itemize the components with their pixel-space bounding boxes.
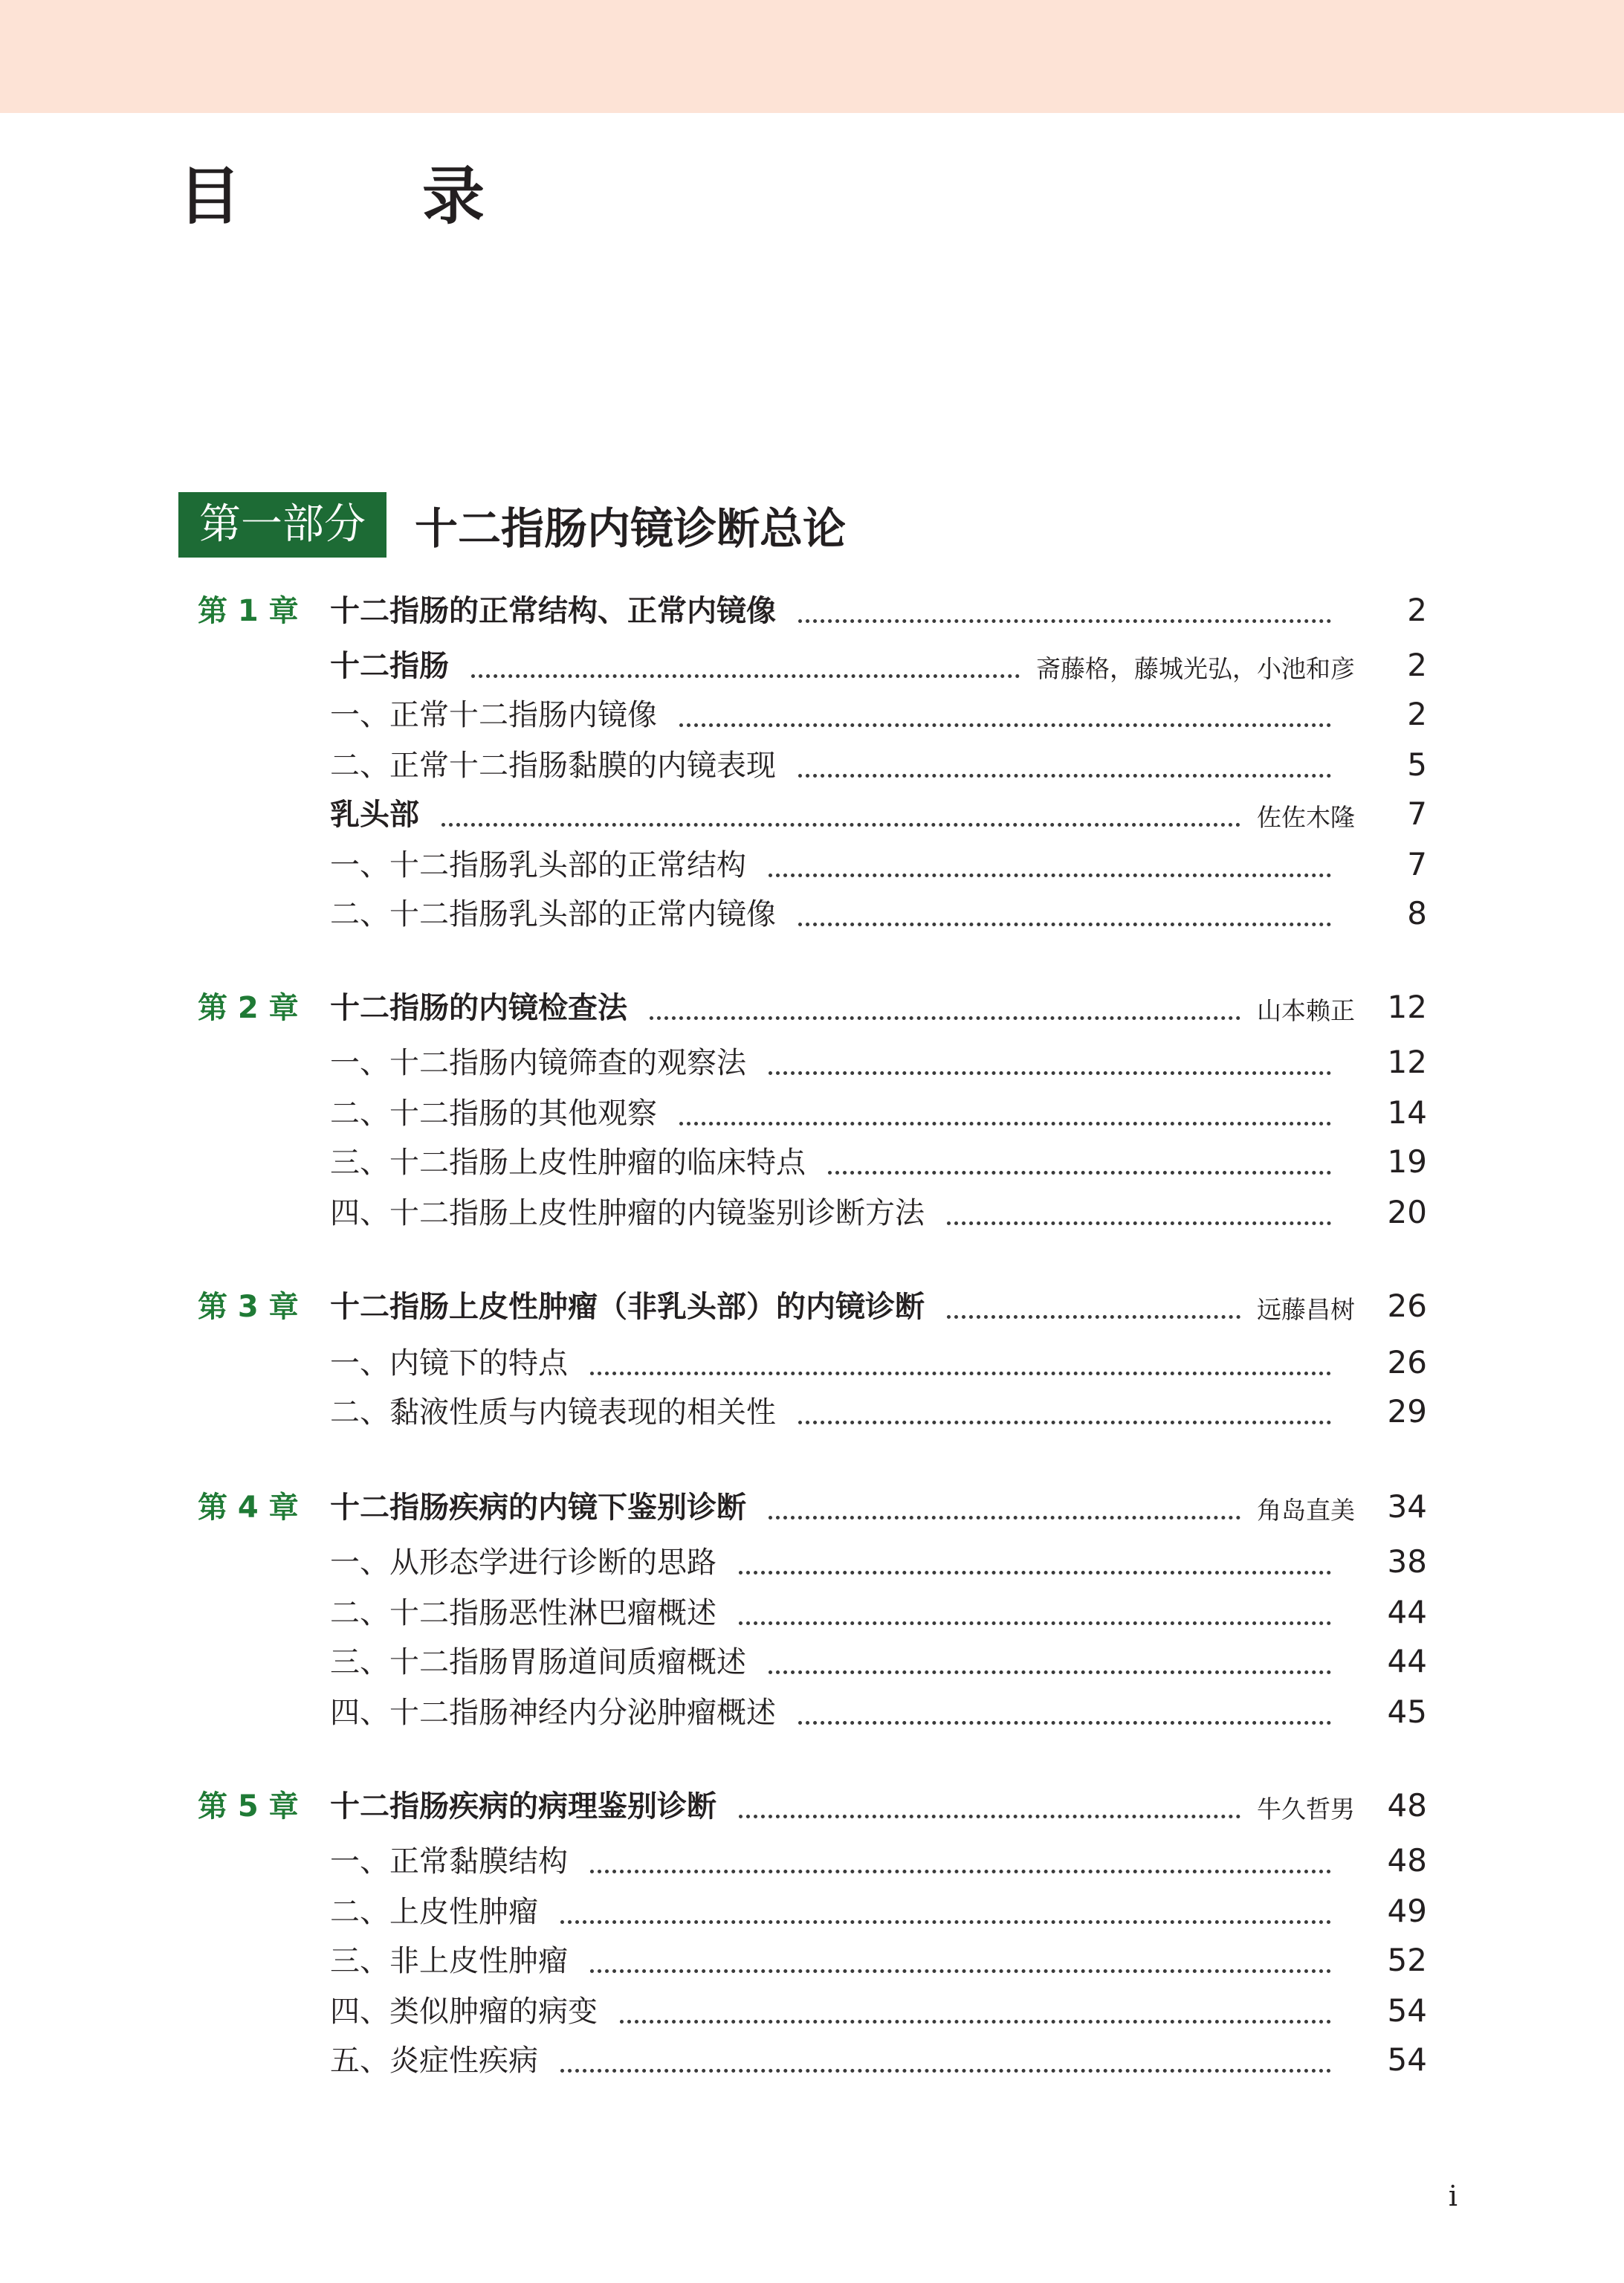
entry-page-number: 7 — [1407, 846, 1427, 882]
entry-title: 一、从形态学进行诊断的思路 — [330, 1546, 716, 1580]
chapter-author: 角岛直美 — [1257, 1496, 1355, 1525]
section-author: 斋藤格，藤城光弘，小池和彦 — [1036, 654, 1355, 683]
toc-entry[interactable] — [0, 1390, 1624, 1435]
part-header — [178, 492, 846, 558]
dot-leader — [798, 1421, 1331, 1424]
toc-entry[interactable] — [0, 743, 1624, 788]
entry-title: 二、十二指肠乳头部的正常内镜像 — [330, 897, 776, 931]
chapter-row[interactable] — [0, 1784, 1624, 1829]
dot-leader — [798, 619, 1331, 623]
entry-page-number: 2 — [1407, 647, 1427, 683]
entry-title: 一、正常十二指肠内镜像 — [330, 698, 657, 732]
toc-entry[interactable] — [0, 1191, 1624, 1236]
toc-entry[interactable] — [0, 1091, 1624, 1136]
toc-entry[interactable] — [0, 1640, 1624, 1685]
entry-title: 一、十二指肠内镜筛查的观察法 — [330, 1046, 746, 1080]
entry-title: 四、类似肿瘤的病变 — [330, 1995, 598, 2029]
dot-leader — [769, 1516, 1240, 1520]
entry-title: 二、十二指肠恶性淋巴瘤概述 — [330, 1596, 716, 1630]
chapter-page-number: 12 — [1387, 989, 1427, 1025]
dot-leader — [590, 1969, 1331, 1973]
chapter-title: 十二指肠上皮性肿瘤（非乳头部）的内镜诊断 — [330, 1290, 925, 1324]
dot-leader — [650, 1016, 1240, 1020]
dot-leader — [560, 1920, 1331, 1924]
part-title: 十二指肠内镜诊断总论 — [415, 503, 847, 554]
chapter-label: 第 5 章 — [198, 1789, 299, 1824]
entry-title: 二、上皮性肿瘤 — [330, 1895, 538, 1929]
entry-title: 二、正常十二指肠黏膜的内镜表现 — [330, 749, 776, 783]
dot-leader — [739, 1571, 1331, 1575]
chapter-label: 第 2 章 — [198, 991, 299, 1025]
chapter-page-number: 26 — [1387, 1288, 1427, 1324]
chapter-page-number: 48 — [1387, 1787, 1427, 1824]
entry-page-number: 44 — [1387, 1594, 1427, 1630]
dot-leader — [798, 1721, 1331, 1725]
entry-title: 五、炎症性疾病 — [330, 2044, 538, 2078]
dot-leader — [828, 1171, 1331, 1175]
toc-entry[interactable] — [0, 1989, 1624, 2034]
dot-leader — [590, 1870, 1331, 1873]
chapter-row[interactable] — [0, 986, 1624, 1030]
toc-entry[interactable] — [0, 1939, 1624, 1983]
chapter-title: 十二指肠疾病的内镜下鉴别诊断 — [330, 1491, 746, 1525]
toc-entry[interactable] — [0, 1591, 1624, 1635]
chapter-page-number: 34 — [1387, 1488, 1427, 1525]
dot-leader — [441, 823, 1240, 827]
toc-entry[interactable] — [0, 892, 1624, 937]
chapter-page-number: 2 — [1407, 592, 1427, 628]
section-title: 乳头部 — [330, 798, 419, 832]
entry-page-number: 20 — [1387, 1194, 1427, 1230]
part-badge: 第一部分 — [178, 492, 386, 558]
toc-entry[interactable] — [0, 1140, 1624, 1185]
dot-leader — [798, 923, 1331, 926]
dot-leader — [947, 1315, 1240, 1319]
toc-entry[interactable] — [0, 2038, 1624, 2083]
entry-title: 三、十二指肠上皮性肿瘤的临床特点 — [330, 1146, 806, 1180]
entry-page-number: 7 — [1407, 795, 1427, 832]
entry-page-number: 12 — [1387, 1044, 1427, 1080]
entry-page-number: 29 — [1387, 1393, 1427, 1430]
entry-page-number: 2 — [1407, 696, 1427, 732]
page-title: 目 录 — [178, 160, 545, 233]
chapter-title: 十二指肠的内镜检查法 — [330, 991, 627, 1025]
dot-leader — [679, 1122, 1331, 1126]
toc-entry[interactable] — [0, 1890, 1624, 1934]
entry-page-number: 49 — [1387, 1893, 1427, 1929]
entry-title: 一、正常黏膜结构 — [330, 1844, 568, 1879]
chapter-author: 远藤昌树 — [1257, 1295, 1355, 1324]
toc-entry[interactable] — [0, 644, 1624, 688]
entry-page-number: 8 — [1407, 895, 1427, 931]
entry-page-number: 14 — [1387, 1094, 1427, 1131]
toc-entry[interactable] — [0, 1839, 1624, 1884]
entry-title: 一、内镜下的特点 — [330, 1346, 568, 1381]
entry-page-number: 26 — [1387, 1344, 1427, 1381]
entry-title: 三、十二指肠胃肠道间质瘤概述 — [330, 1645, 746, 1679]
entry-page-number: 52 — [1387, 1942, 1427, 1978]
dot-leader — [769, 874, 1331, 877]
dot-leader — [560, 2069, 1331, 2073]
entry-title: 二、十二指肠的其他观察 — [330, 1097, 657, 1131]
chapter-author: 山本赖正 — [1257, 996, 1355, 1025]
entry-page-number: 38 — [1387, 1543, 1427, 1580]
toc-entry[interactable] — [0, 843, 1624, 888]
entry-title: 一、十二指肠乳头部的正常结构 — [330, 848, 746, 882]
dot-leader — [620, 2020, 1331, 2024]
entry-title: 二、黏液性质与内镜表现的相关性 — [330, 1395, 776, 1430]
toc-entry[interactable] — [0, 792, 1624, 837]
chapter-row[interactable] — [0, 1285, 1624, 1329]
dot-leader — [739, 1815, 1240, 1818]
page-number-folio: i — [1448, 2180, 1458, 2212]
entry-page-number: 19 — [1387, 1143, 1427, 1180]
section-title: 十二指肠 — [330, 649, 449, 683]
entry-page-number: 54 — [1387, 1992, 1427, 2029]
dot-leader — [798, 774, 1331, 778]
header-band — [0, 0, 1624, 113]
entry-page-number: 48 — [1387, 1842, 1427, 1879]
dot-leader — [471, 674, 1020, 678]
entry-page-number: 45 — [1387, 1693, 1427, 1730]
entry-page-number: 44 — [1387, 1643, 1427, 1679]
chapter-row[interactable] — [0, 589, 1624, 633]
toc-entry[interactable] — [0, 1341, 1624, 1386]
chapter-row[interactable] — [0, 1485, 1624, 1530]
chapter-author: 牛久哲男 — [1257, 1795, 1355, 1824]
entry-title: 三、非上皮性肿瘤 — [330, 1944, 568, 1978]
toc-entry[interactable] — [0, 1540, 1624, 1585]
toc-entry[interactable] — [0, 693, 1624, 737]
toc-entry[interactable] — [0, 1041, 1624, 1085]
entry-title: 四、十二指肠神经内分泌肿瘤概述 — [330, 1696, 776, 1730]
chapter-title: 十二指肠疾病的病理鉴别诊断 — [330, 1789, 716, 1824]
chapter-label: 第 1 章 — [198, 594, 299, 628]
toc-entry[interactable] — [0, 1691, 1624, 1735]
dot-leader — [769, 1071, 1331, 1075]
dot-leader — [947, 1221, 1331, 1225]
dot-leader — [679, 723, 1331, 727]
section-author: 佐佐木隆 — [1257, 803, 1355, 832]
dot-leader — [769, 1670, 1331, 1674]
dot-leader — [739, 1621, 1331, 1625]
dot-leader — [590, 1372, 1331, 1375]
chapter-label: 第 4 章 — [198, 1491, 299, 1525]
entry-page-number: 54 — [1387, 2041, 1427, 2078]
chapter-title: 十二指肠的正常结构、正常内镜像 — [330, 594, 776, 628]
entry-title: 四、十二指肠上皮性肿瘤的内镜鉴别诊断方法 — [330, 1196, 925, 1230]
entry-page-number: 5 — [1407, 746, 1427, 783]
chapter-label: 第 3 章 — [198, 1290, 299, 1324]
